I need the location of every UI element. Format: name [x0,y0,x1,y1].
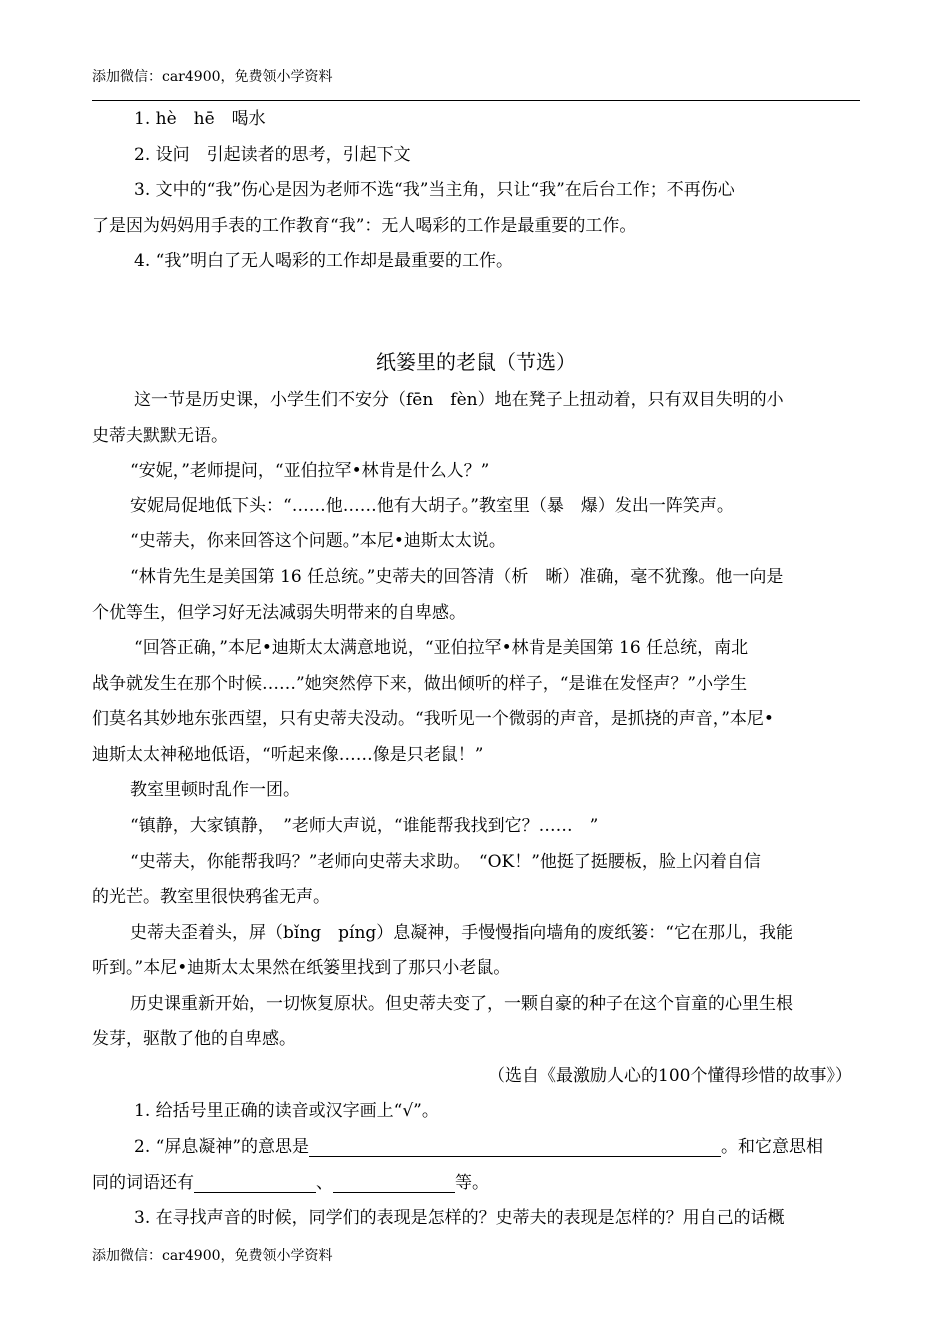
article-line: 这一节是历史课，小学生们不安分（fēn fèn）地在凳子上扭动着，只有双目失明的小 [134,390,784,410]
article-line: 战争就发生在那个时候……”她突然停下来，做出倾听的样子，“是谁在发怪声？”小学生 [92,674,748,694]
article-line: 们莫名其妙地东张西望，只有史蒂夫没动。“我听见一个微弱的声音，是抓挠的声音，”本尼• [92,709,774,729]
article-line: “镇静，大家镇静， ”老师大声说，“谁能帮我找到它？…… ” [130,816,599,836]
article-line: 历史课重新开始，一切恢复原状。但史蒂夫变了，一颗自豪的种子在这个盲童的心里生根 [130,994,793,1014]
question-2-line-2 [92,1168,489,1193]
article-line: 听到。”本尼•迪斯太太果然在纸篓里找到了那只小老鼠。 [92,958,511,978]
question-1: 1. 给括号里正确的读音或汉字画上“√”。 [134,1101,439,1121]
question-2-text-end: 等。 [455,1173,489,1193]
answer-line: 1. hè hē 喝水 [134,109,266,129]
answer-blank[interactable] [309,1138,721,1157]
question-3: 3. 在寻找声音的时候，同学们的表现是怎样的？史蒂夫的表现是怎样的？用自己的话概 [134,1208,785,1228]
article-line: “林肯先生是美国第 16 任总统。”史蒂夫的回答清（析 晰）准确，毫不犹豫。他一向是 [130,567,784,587]
article-line: 发芽，驱散了他的自卑感。 [92,1029,296,1049]
question-2-text: 同的词语还有 [92,1173,194,1193]
article-line: 的光芒。教室里很快鸦雀无声。 [92,887,330,907]
answer-line: 了是因为妈妈用手表的工作教育“我”：无人喝彩的工作是最重要的工作。 [92,216,637,236]
answer-line: 3. 文中的“我”伤心是因为老师不选“我”当主角，只让“我”在后台工作；不再伤心 [134,180,735,200]
article-line: “史蒂夫，你能帮我吗？”老师向史蒂夫求助。 “OK！”他挺了挺腰板，脸上闪着自信 [130,852,761,872]
answer-blank[interactable] [194,1174,316,1193]
article-source: （选自《最激励人心的100个懂得珍惜的故事》） [488,1066,852,1086]
article-line: “回答正确，”本尼•迪斯太太满意地说，“亚伯拉罕•林肯是美国第 16 任总统，南北 [134,638,749,658]
answer-line: 2. 设问 引起读者的思考，引起下文 [134,145,411,165]
article-line: “史蒂夫，你来回答这个问题。”本尼•迪斯太太说。 [130,531,506,551]
article-line: 史蒂夫歪着头，屏（bǐng píng）息凝神，手慢慢指向墙角的废纸篓：“它在那儿，我能 [130,923,793,943]
page-header: 添加微信：car4900，免费领小学资料 [92,69,333,85]
article-line: “安妮，”老师提问，“亚伯拉罕•林肯是什么人？” [130,461,490,481]
page-footer: 添加微信：car4900，免费领小学资料 [92,1248,333,1264]
answer-blank[interactable] [333,1174,455,1193]
article-title: 纸篓里的老鼠（节选） [376,350,576,374]
separator: 、 [316,1173,333,1193]
question-2-line-1 [134,1132,823,1157]
article-line: 个优等生，但学习好无法减弱失明带来的自卑感。 [92,603,466,623]
article-line: 史蒂夫默默无语。 [92,426,228,446]
article-line: 安妮局促地低下头：“……他……他有大胡子。”教室里（暴 爆）发出一阵笑声。 [130,496,734,516]
header-rule [92,100,860,101]
article-line: 迪斯太太神秘地低语，“听起来像……像是只老鼠！” [92,745,484,765]
question-2-text-end: 。和它意思相 [721,1137,824,1157]
question-2-text: 2. “屏息凝神”的意思是 [134,1137,310,1157]
article-line: 教室里顿时乱作一团。 [130,780,300,800]
answer-line: 4. “我”明白了无人喝彩的工作却是最重要的工作。 [134,251,514,271]
